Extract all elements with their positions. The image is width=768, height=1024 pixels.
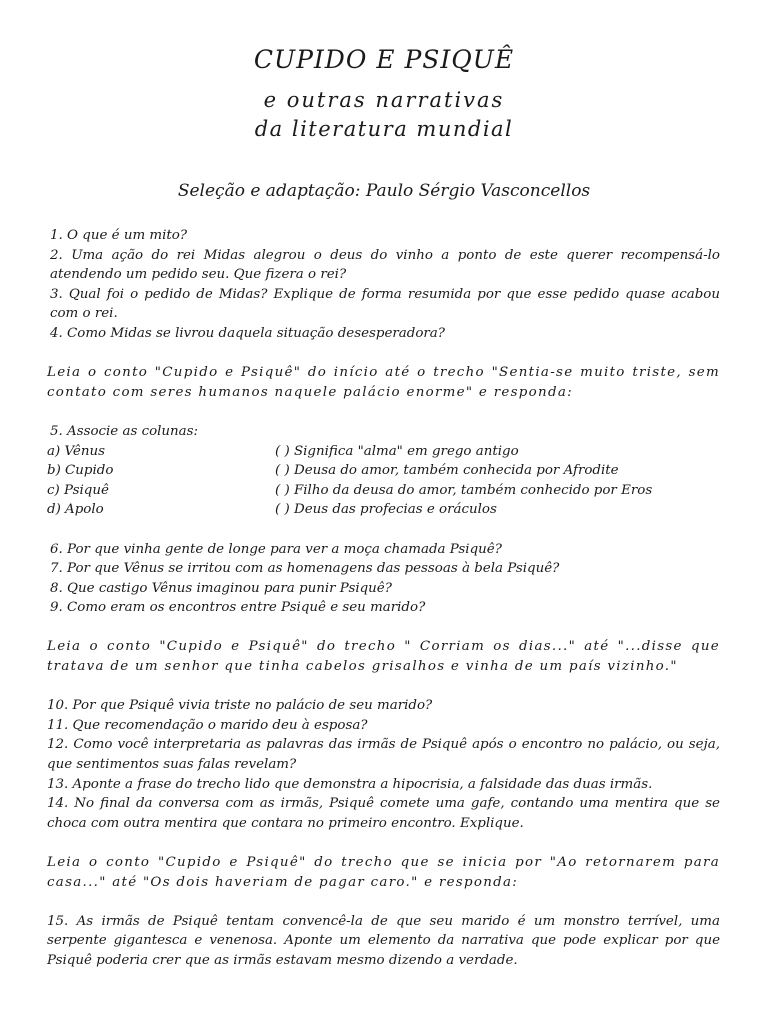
question-6: 6. Por que vinha gente de longe para ver a moça chamada Psiquê? — [50, 541, 502, 557]
question-13: 13. Aponte a frase do trecho lido que demonstra a hipocrisia, a falsidade das duas irmãs. — [47, 776, 653, 792]
match-right-4: ( ) Deus das profecias e oráculos — [275, 502, 497, 518]
reading-instruction-3: Leia o conto "Cupido e Psiquê" do trecho que se inicia por "Ao retornarem para casa..." até "Os dois haveriam de pagar caro." e responda: — [47, 855, 720, 890]
match-left-b: b) Cupido — [47, 463, 114, 479]
reading-instruction-1: Leia o conto "Cupido e Psiquê" do início até o trecho "Sentia-se muito triste, sem contato com seres humanos naquele palácio enorme" e responda: — [47, 365, 720, 400]
question-1: 1. O que é um mito? — [50, 228, 188, 243]
question-12: 12. Como você interpretaria as palavras das irmãs de Psiquê após o encontro no palácio, ou seja, que sentimentos suas falas revelam? — [47, 737, 720, 773]
question-9: 9. Como eram os encontros entre Psiquê e seu marido? — [50, 600, 426, 616]
reading-instruction-2: Leia o conto "Cupido e Psiquê" do trecho " Corriam os dias..." até "...disse que tratava de um senhor que tinha cabelos grisalhos e vinha de um país vizinho." — [47, 639, 720, 675]
question-14: 14. No final da conversa com as irmãs, Psiquê comete uma gafe, contando uma mentira que se choca com outra mentira que contara no primeiro encontro. Explique. — [47, 796, 720, 831]
document-title: CUPIDO E PSIQUÊ — [253, 45, 515, 74]
match-right-3: ( ) Filho da deusa do amor, também conhecido por Eros — [275, 482, 653, 498]
match-row — [47, 442, 720, 462]
question-15: 15. As irmãs de Psiquê tentam convencê-la de que seu marido é um monstro terrível, uma serpente gigantesca e venenosa. Aponte um elemento da narrativa que pode explicar por que Psiquê poderia crer que as irmãs estavam mesmo dizendo a verdade. — [47, 913, 720, 968]
question-11: 11. Que recomendação o marido deu à esposa? — [47, 717, 368, 733]
match-right-1: ( ) Significa "alma" em grego antigo — [275, 443, 519, 459]
match-right-2: ( ) Deusa do amor, também conhecida por Afrodite — [275, 463, 619, 479]
document-subtitle-line2: da literatura mundial — [254, 117, 514, 141]
credit-line: Seleção e adaptação: Paulo Sérgio Vasconcellos — [177, 181, 591, 201]
match-row — [47, 500, 720, 520]
question-8: 8. Que castigo Vênus imaginou para punir Psiquê? — [50, 580, 392, 596]
match-row — [47, 461, 720, 481]
question-2: 2. Uma ação do rei Midas alegrou o deus do vinho a ponto de este querer recompensá-lo atendendo um pedido seu. Que fizera o rei? — [50, 247, 720, 283]
question-10: 10. Por que Psiquê vivia triste no palácio de seu marido? — [47, 698, 433, 714]
document-subtitle-line1: e outras narrativas — [263, 88, 505, 112]
question-4: 4. Como Midas se livrou daquela situação desesperadora? — [50, 325, 445, 341]
question-7: 7. Por que Vênus se irritou com as homenagens das pessoas à bela Psiquê? — [50, 561, 560, 577]
match-left-a: a) Vênus — [47, 443, 105, 459]
match-left-d: d) Apolo — [47, 502, 104, 518]
worksheet-body — [47, 226, 720, 971]
question-3: 3. Qual foi o pedido de Midas? Explique de forma resumida por que esse pedido quase acabou com o rei. — [50, 286, 720, 322]
match-row — [47, 481, 720, 501]
question-5-label: 5. Associe as colunas: — [50, 423, 199, 439]
match-left-c: c) Psiquê — [47, 482, 109, 498]
